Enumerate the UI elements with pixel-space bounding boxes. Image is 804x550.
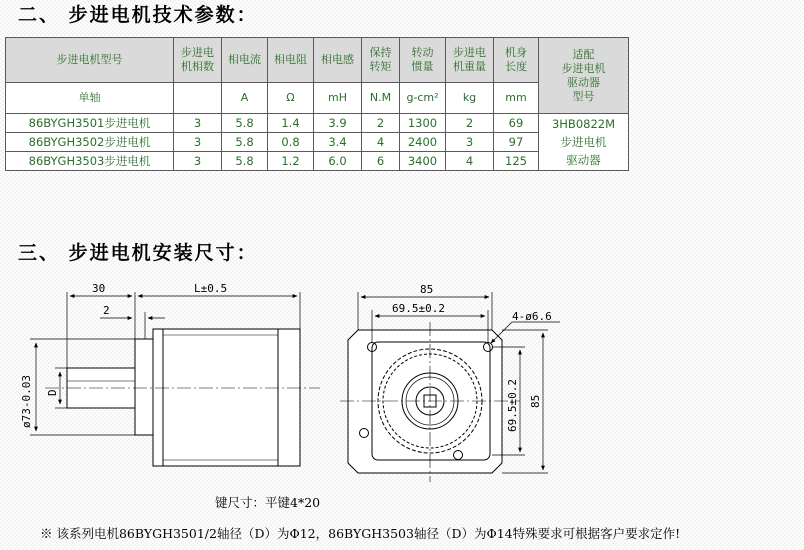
value-cell: 3: [174, 133, 222, 152]
value-cell: 6: [362, 152, 400, 171]
value-cell: 0.8: [268, 133, 314, 152]
header-cell: 步进电 机重量: [446, 38, 494, 83]
value-cell: 3: [446, 133, 494, 152]
header-cell: 适配 步进电机 驱动器 型号: [539, 38, 629, 114]
value-cell: 2: [446, 114, 494, 133]
unit-cell: A: [222, 83, 268, 114]
model-cell: 86BYGH3503步进电机: [6, 152, 174, 171]
value-cell: 69: [494, 114, 539, 133]
header-cell: 转动 惯量: [400, 38, 446, 83]
unit-cell: mH: [314, 83, 362, 114]
header-cell: 相电阻: [268, 38, 314, 83]
value-cell: 4: [362, 133, 400, 152]
header-cell: 步进电 机相数: [174, 38, 222, 83]
model-cell: 86BYGH3502步进电机: [6, 133, 174, 152]
key-size-caption: 键尺寸：平键4*20: [215, 495, 321, 510]
dim-69-5-side-label: 69.5±0.2: [506, 379, 519, 432]
header-cell: 相电感: [314, 38, 362, 83]
value-cell: 4: [446, 152, 494, 171]
unit-cell: g-cm²: [400, 83, 446, 114]
header-cell: 保持 转矩: [362, 38, 400, 83]
value-cell: 1300: [400, 114, 446, 133]
unit-cell: 单轴: [6, 83, 174, 114]
dim-85-side-label: 85: [529, 394, 542, 408]
dim-shaft-d-label: D: [46, 389, 59, 396]
value-cell: 3: [174, 152, 222, 171]
value-cell: 3.4: [314, 133, 362, 152]
motor-body: [163, 329, 278, 466]
value-cell: 3: [174, 114, 222, 133]
dim-30-label: 30: [92, 282, 106, 295]
value-cell: 2400: [400, 133, 446, 152]
value-cell: 3400: [400, 152, 446, 171]
value-cell: 2: [362, 114, 400, 133]
unit-cell: Ω: [268, 83, 314, 114]
motor-front-flange: [153, 329, 163, 466]
dim-85-top-label: 85: [420, 283, 434, 296]
model-cell: 86BYGH3501步进电机: [6, 114, 174, 133]
value-cell: 5.8: [222, 152, 268, 171]
value-cell: 125: [494, 152, 539, 171]
motor-front-view: [340, 322, 520, 482]
value-cell: 6.0: [314, 152, 362, 171]
value-cell: 97: [494, 133, 539, 152]
header-cell: 步进电机型号: [6, 38, 174, 83]
driver-cell: 3HB0822M 步进电机 驱动器: [539, 114, 629, 171]
value-cell: 5.8: [222, 133, 268, 152]
motor-rear-cap: [278, 329, 300, 466]
section-3-title: 三、 步进电机安装尺寸：: [18, 242, 258, 264]
dim-holes-label: 4-ø6.6: [512, 310, 552, 323]
value-cell: 1.4: [268, 114, 314, 133]
section-2-title: 二、 步进电机技术参数：: [18, 4, 258, 26]
shaft-diameter-note: ※ 该系列电机86BYGH3501/2轴径（D）为Φ12，86BYGH3503轴径（D）为Φ14特殊要求可根据客户要求定作!: [40, 526, 681, 541]
value-cell: 5.8: [222, 114, 268, 133]
dim-l-label: L±0.5: [194, 282, 228, 295]
header-cell: 相电流: [222, 38, 268, 83]
unit-cell: N.M: [362, 83, 400, 114]
header-cell: 机身 长度: [494, 38, 539, 83]
motor-side-view: [45, 329, 320, 466]
value-cell: 3.9: [314, 114, 362, 133]
dim-2-label: 2: [103, 304, 110, 317]
unit-cell: kg: [446, 83, 494, 114]
dim-69-5-top-label: 69.5±0.2: [392, 302, 445, 315]
dim-diameter-73-label: ø73-0.03: [20, 375, 33, 428]
value-cell: 1.2: [268, 152, 314, 171]
motor-boss: [135, 339, 153, 435]
unit-cell: mm: [494, 83, 539, 114]
